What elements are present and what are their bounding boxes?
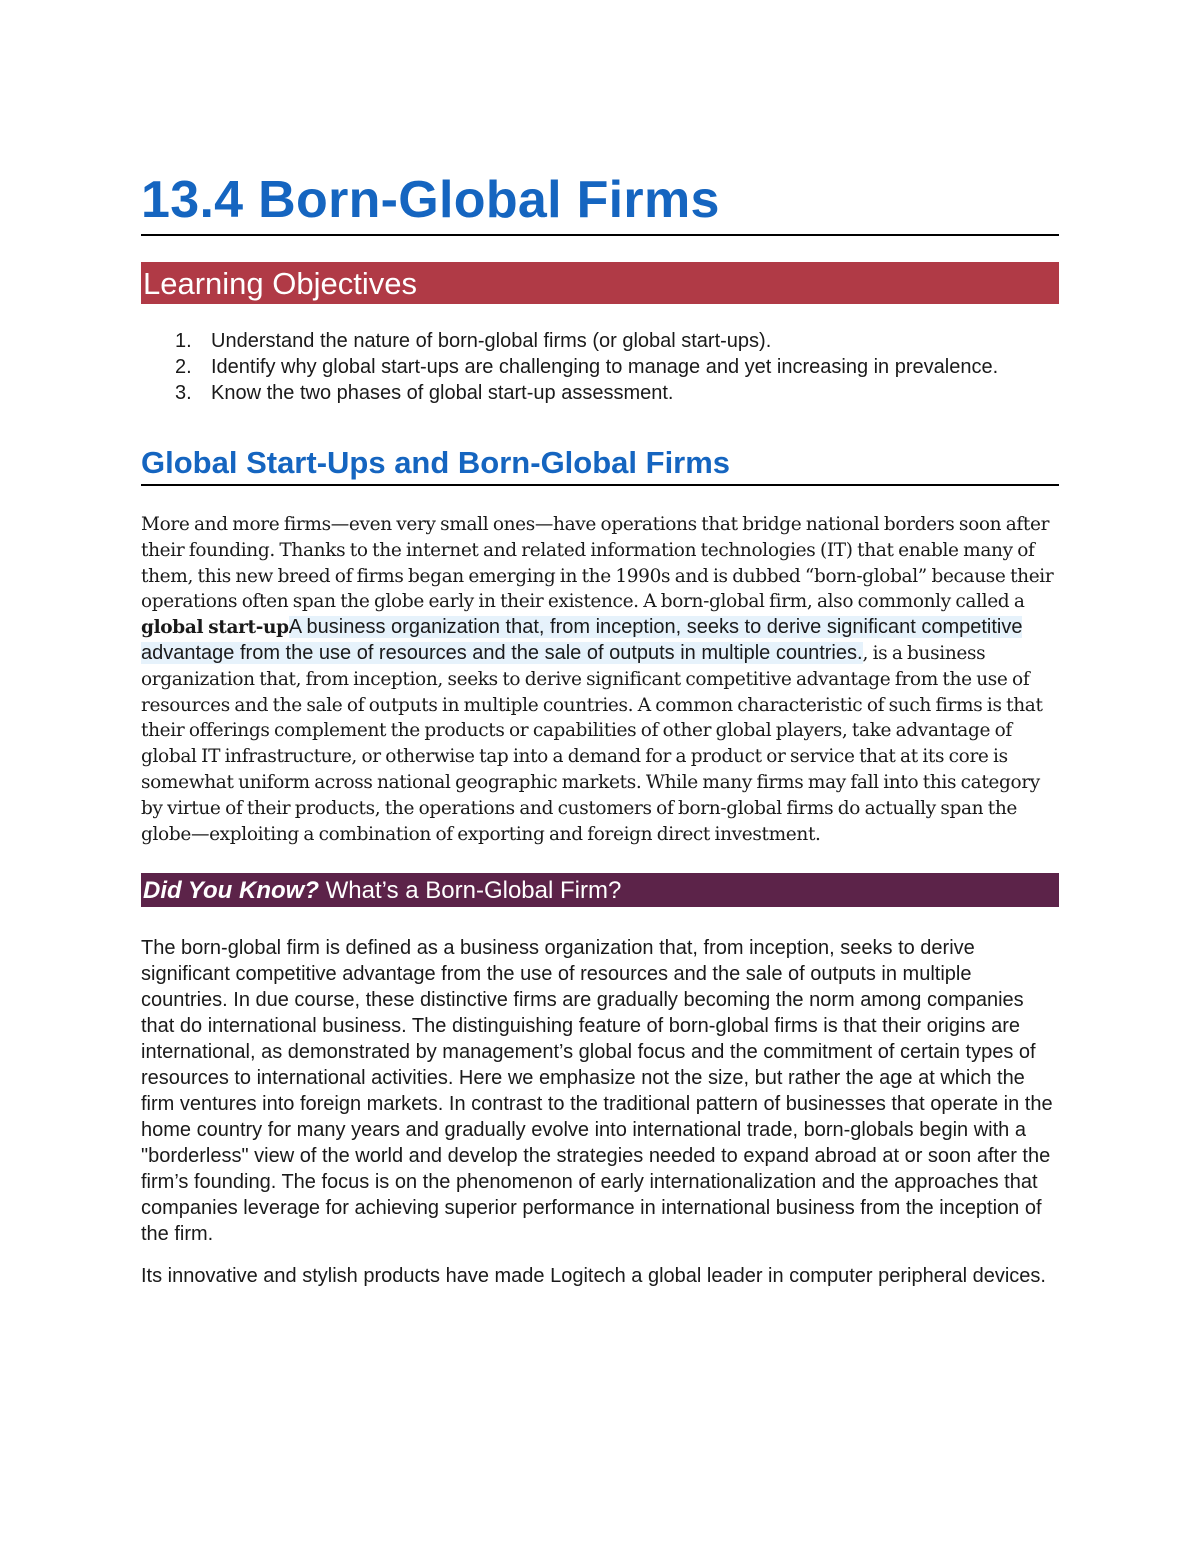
logitech-paragraph: Its innovative and stylish products have made Logitech a global leader in computer peripheral devices. — [141, 1265, 1046, 1288]
page-title: 13.4 Born-Global Firms — [141, 170, 1059, 236]
intro-paragraph — [141, 512, 1059, 847]
objective-number: 1. — [175, 330, 192, 352]
did-you-know-paragraph: The born-global firm is defined as a business organization that, from inception, seeks to derive significant competitive advantage from the use of resources and the sale of outputs in multiple countries. In due course, these distinctive firms are gradually becoming the norm among companies that do international business. The distinguishing feature of born-global firms is that their origins are international, as demonstrated by management’s global focus and the commitment of certain types of resources to international activities. Here we emphasize not the size, but rather the age at which the firm ventures into foreign markets. In contrast to the traditional pattern of businesses that operate in the home country for many years and gradually evolve into international trade, born-globals begin with a "borderless" view of the world and develop the strategies needed to expand abroad at or soon after the firm’s founding. The focus is on the phenomenon of early internationalization and the approaches that companies leverage for achieving superior performance in international business from the inception of the firm. — [141, 937, 1053, 1246]
document-page — [141, 170, 1059, 1289]
learning-objectives-header: Learning Objectives — [141, 262, 1059, 304]
intro-text-continued: , is a business organization that, from inception, seeks to derive significant competitive advantage from the use of resources and the sale of outputs in multiple countries. A common characteristic of such firms is that their offerings complement the products or capabilities of other global players, take advantage of global IT infrastructure, or otherwise tap into a demand for a product or service that at its core is somewhat uniform across national geographic markets. While many firms may fall into this category by virtue of their products, the operations and customers of born-global firms do actually span the globe—exploiting a combination of exporting and foreign direct investment. — [141, 642, 1043, 845]
objective-number: 3. — [175, 382, 192, 404]
objective-text: Identify why global start-ups are challenging to manage and yet increasing in prevalence. — [211, 356, 999, 378]
objective-number: 2. — [175, 356, 192, 378]
section-heading: Global Start-Ups and Born-Global Firms — [141, 444, 1059, 486]
objective-text: Understand the nature of born-global firms (or global start-ups). — [211, 330, 772, 352]
objective-item — [141, 354, 1059, 380]
objective-item — [141, 380, 1059, 406]
term-definition: A business organization that, from inception, seeks to derive significant competitive advantage from the use of resources and the sale of outputs in multiple countries. — [141, 616, 1023, 664]
objective-item — [141, 328, 1059, 354]
intro-text: More and more firms—even very small ones—have operations that bridge national borders soon after their founding. Thanks to the internet and related information technologies (IT) that enable many of them, this new breed of firms began emerging in the 1990s and is dubbed “born-global” because their operations often span the globe early in their existence. A born-global firm, also commonly called a — [141, 514, 1054, 613]
did-you-know-header — [141, 873, 1059, 907]
objectives-list — [141, 328, 1059, 406]
did-you-know-label: Did You Know? — [143, 877, 319, 905]
did-you-know-title: What’s a Born-Global Firm? — [318, 877, 622, 905]
glossary-term[interactable]: global start-up — [141, 617, 289, 639]
objective-text: Know the two phases of global start-up assessment. — [211, 382, 674, 404]
